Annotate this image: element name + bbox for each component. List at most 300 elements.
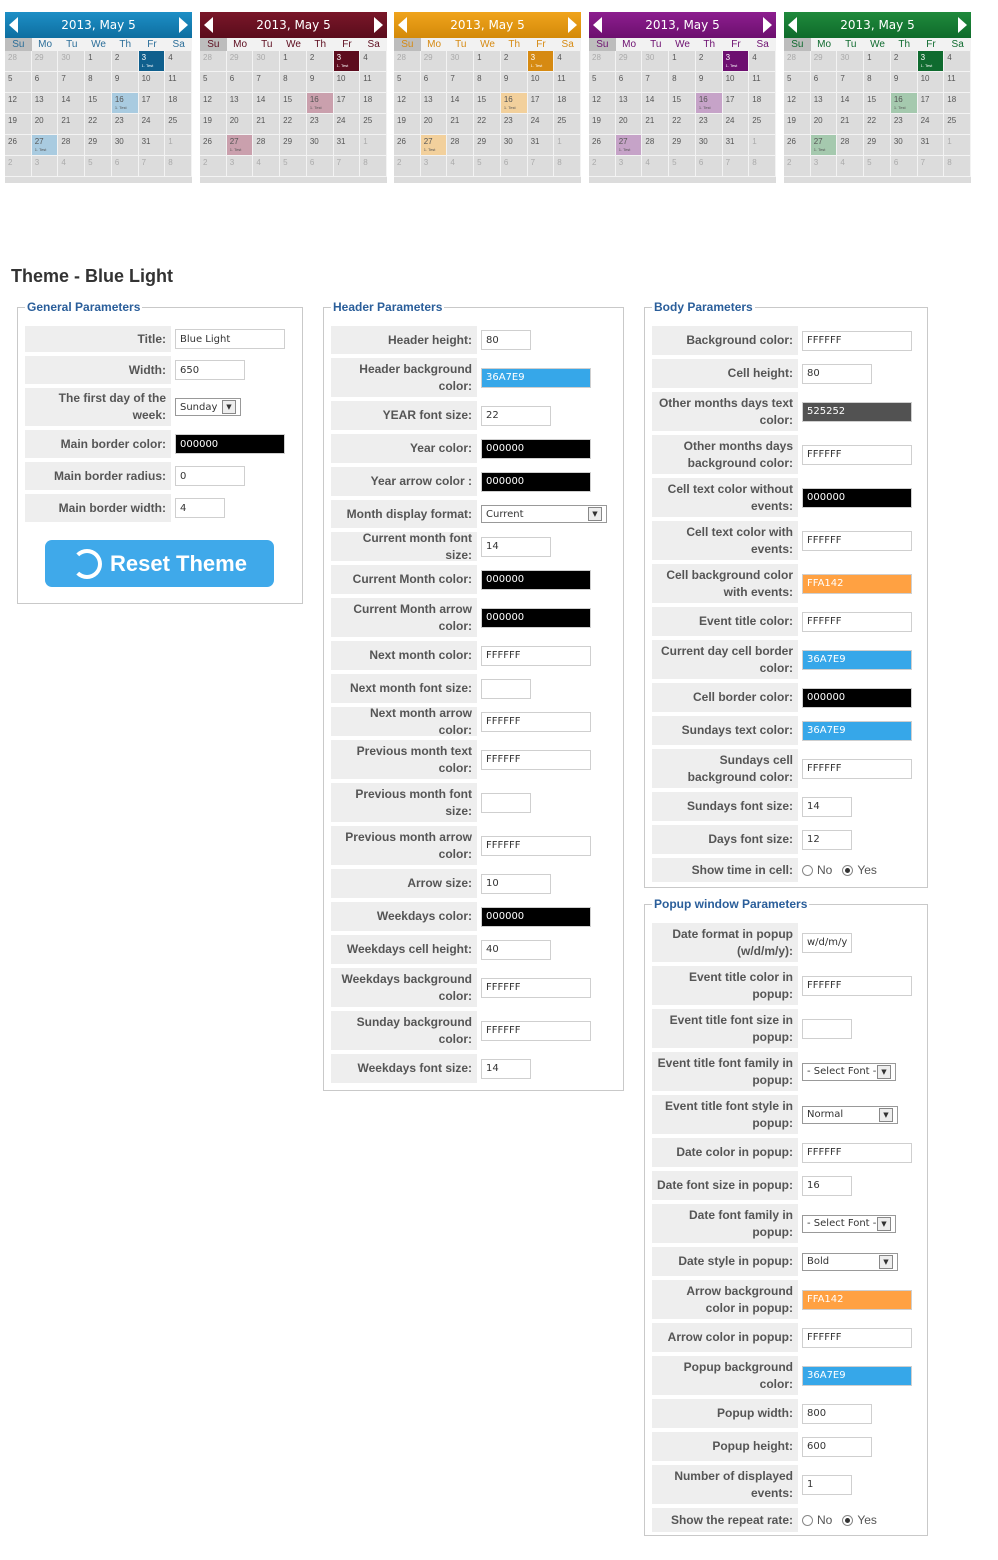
day-cell[interactable]: 21 (58, 114, 85, 135)
day-cell[interactable]: 5 (280, 156, 307, 177)
day-cell[interactable]: 22 (280, 114, 307, 135)
day-cell[interactable]: 7 (642, 72, 669, 93)
date-color-in-popup-color-input[interactable]: FFFFFF (802, 1143, 912, 1163)
day-cell[interactable]: 6 (32, 72, 59, 93)
other-months-days-text-color-label: Other months days text color: (652, 392, 798, 431)
day-cell[interactable]: 3 (811, 156, 838, 177)
day-cell[interactable]: 3 (421, 156, 448, 177)
day-cell[interactable]: 20 (32, 114, 59, 135)
day-cell[interactable]: 4 (165, 51, 192, 72)
day-cell[interactable]: 30 (696, 135, 723, 156)
day-cell[interactable]: 12 (200, 93, 227, 114)
day-cell[interactable]: 5 (200, 72, 227, 93)
day-cell[interactable]: 1 (669, 51, 696, 72)
day-cell[interactable]: 24 (139, 114, 166, 135)
day-cell[interactable]: 2 (784, 156, 811, 177)
popup-background-color-color-input[interactable]: 36A7E9 (802, 1366, 912, 1386)
date-style-in-popup-select[interactable] (802, 1253, 898, 1271)
cell-text-color-without-events-color-input[interactable]: 000000 (802, 488, 912, 508)
day-cell[interactable]: 16 1. Test (891, 93, 918, 114)
day-cell[interactable]: 7 (837, 72, 864, 93)
day-cell[interactable]: 6 (501, 156, 528, 177)
border-radius-input[interactable]: 0 (175, 466, 245, 486)
day-cell[interactable]: 18 (944, 93, 971, 114)
day-cell[interactable]: 4 (253, 156, 280, 177)
day-cell[interactable]: 7 (139, 156, 166, 177)
day-cell[interactable]: 14 (58, 93, 85, 114)
popup-width-input[interactable]: 800 (802, 1404, 872, 1424)
number-of-displayed-events-input[interactable]: 1 (802, 1475, 852, 1495)
day-cell[interactable]: 19 (589, 114, 616, 135)
event-title-font-size-in-popup-input[interactable] (802, 1019, 852, 1039)
arrow-right-icon[interactable] (763, 17, 772, 33)
border-width-input[interactable]: 4 (175, 498, 225, 518)
day-cell[interactable]: 29 (85, 135, 112, 156)
other-months-days-background-color-color-input[interactable]: FFFFFF (802, 445, 912, 465)
day-cell[interactable]: 5 (669, 156, 696, 177)
day-cell[interactable]: 18 (749, 93, 776, 114)
weekdays-cell-height-input[interactable]: 40 (481, 940, 551, 960)
day-cell[interactable]: 8 (944, 156, 971, 177)
day-cell[interactable]: 15 (280, 93, 307, 114)
day-cell[interactable]: 5 (474, 156, 501, 177)
event-title-color-color-input[interactable]: FFFFFF (802, 612, 912, 632)
day-cell[interactable]: 23 (891, 114, 918, 135)
day-cell[interactable]: 2 (501, 51, 528, 72)
day-cell[interactable]: 3 1. Test (334, 51, 361, 72)
day-cell[interactable]: 1 (165, 135, 192, 156)
day-cell[interactable]: 26 (784, 135, 811, 156)
day-cell[interactable]: 11 (554, 72, 581, 93)
day-cell[interactable]: 29 (864, 135, 891, 156)
day-cell[interactable]: 2 (307, 51, 334, 72)
day-cell[interactable]: 13 (811, 93, 838, 114)
arrow-right-icon[interactable] (374, 17, 383, 33)
reset-theme-button[interactable] (45, 540, 274, 587)
day-cell[interactable]: 26 (589, 135, 616, 156)
calendar-preview-1[interactable] (5, 12, 192, 183)
day-cell[interactable]: 14 (253, 93, 280, 114)
day-cell[interactable]: 30 (837, 51, 864, 72)
day-cell[interactable]: 11 (360, 72, 387, 93)
day-cell[interactable]: 7 (334, 156, 361, 177)
sundays-cell-background-color-color-input[interactable]: FFFFFF (802, 759, 912, 779)
day-cell[interactable]: 16 1. Test (696, 93, 723, 114)
arrow-right-icon[interactable] (179, 17, 188, 33)
cell-background-color-with-events-color-input[interactable]: FFA142 (802, 574, 912, 594)
day-cell[interactable]: 24 (528, 114, 555, 135)
day-cell[interactable]: 31 (918, 135, 945, 156)
year-arrow-color-color-input[interactable]: 000000 (481, 472, 591, 492)
cell-height-input[interactable]: 80 (802, 364, 872, 384)
calendar-preview-5[interactable] (784, 12, 971, 183)
background-color-color-input[interactable]: FFFFFF (802, 331, 912, 351)
other-months-days-text-color-color-input[interactable]: 525252 (802, 402, 912, 422)
day-cell[interactable]: 25 (944, 114, 971, 135)
cell-text-color-with-events-color-input[interactable]: FFFFFF (802, 531, 912, 551)
day-cell[interactable]: 22 (864, 114, 891, 135)
day-cell[interactable]: 1 (864, 51, 891, 72)
day-cell[interactable]: 8 (280, 72, 307, 93)
sundays-text-color-color-input[interactable]: 36A7E9 (802, 721, 912, 741)
day-cell[interactable]: 1 (554, 135, 581, 156)
day-cell[interactable]: 29 (474, 135, 501, 156)
day-cell[interactable]: 27 1. Test (616, 135, 643, 156)
day-cell[interactable]: 6 (421, 72, 448, 93)
day-cell[interactable]: 17 (334, 93, 361, 114)
day-cell[interactable]: 7 (58, 72, 85, 93)
days-font-size-input[interactable]: 12 (802, 830, 852, 850)
day-cell[interactable]: 21 (447, 114, 474, 135)
day-cell[interactable]: 1 (749, 135, 776, 156)
sunday-background-color-color-input[interactable]: FFFFFF (481, 1021, 591, 1041)
arrow-left-icon[interactable] (788, 17, 797, 33)
day-cell[interactable]: 31 (723, 135, 750, 156)
day-cell[interactable]: 20 (616, 114, 643, 135)
day-cell[interactable]: 29 (811, 51, 838, 72)
date-font-family-in-popup-select[interactable] (802, 1215, 896, 1233)
day-cell[interactable]: 24 (723, 114, 750, 135)
day-cell[interactable]: 11 (165, 72, 192, 93)
day-cell[interactable]: 17 (723, 93, 750, 114)
day-cell[interactable]: 18 (165, 93, 192, 114)
day-cell[interactable]: 16 1. Test (307, 93, 334, 114)
day-cell[interactable]: 30 (642, 51, 669, 72)
border-radius-row (25, 462, 295, 490)
day-cell[interactable]: 28 (394, 51, 421, 72)
radio-yes[interactable] (842, 1515, 853, 1526)
previous-month-arrow-color-color-input[interactable]: FFFFFF (481, 836, 591, 856)
day-cell[interactable]: 5 (85, 156, 112, 177)
day-cell[interactable]: 8 (165, 156, 192, 177)
event-title-color-in-popup-color-input[interactable]: FFFFFF (802, 976, 912, 996)
day-cell[interactable]: 19 (200, 114, 227, 135)
calendar-preview-2[interactable] (200, 12, 387, 183)
day-cell[interactable]: 7 (447, 72, 474, 93)
radio-yes[interactable] (842, 865, 853, 876)
day-cell[interactable]: 10 (334, 72, 361, 93)
day-cell[interactable]: 1 (85, 51, 112, 72)
day-cell[interactable]: 6 (616, 72, 643, 93)
day-cell[interactable]: 2 (5, 156, 32, 177)
previous-month-text-color-color-input[interactable]: FFFFFF (481, 750, 591, 770)
day-cell[interactable]: 1 (474, 51, 501, 72)
day-cell[interactable]: 8 (554, 156, 581, 177)
day-cell[interactable]: 23 (112, 114, 139, 135)
day-cell[interactable]: 25 (749, 114, 776, 135)
day-cell[interactable]: 4 (642, 156, 669, 177)
day-cell[interactable]: 5 (589, 72, 616, 93)
day-cell[interactable]: 12 (784, 93, 811, 114)
title-input[interactable]: Blue Light (175, 329, 285, 349)
day-cell[interactable]: 15 (85, 93, 112, 114)
day-cell[interactable]: 3 1. Test (723, 51, 750, 72)
day-cell[interactable]: 20 (227, 114, 254, 135)
day-cell[interactable]: 12 (394, 93, 421, 114)
day-cell[interactable]: 24 (918, 114, 945, 135)
day-cell[interactable]: 7 (723, 156, 750, 177)
day-cell[interactable]: 10 (918, 72, 945, 93)
day-cell[interactable]: 27 1. Test (32, 135, 59, 156)
day-cell[interactable]: 22 (474, 114, 501, 135)
day-cell[interactable]: 21 (642, 114, 669, 135)
day-cell[interactable]: 8 (864, 72, 891, 93)
day-cell[interactable]: 17 (528, 93, 555, 114)
day-cell[interactable]: 30 (501, 135, 528, 156)
day-cell[interactable]: 13 (32, 93, 59, 114)
day-cell[interactable]: 7 (918, 156, 945, 177)
day-cell[interactable]: 9 (696, 72, 723, 93)
day-cell[interactable]: 11 (944, 72, 971, 93)
day-cell[interactable]: 28 (837, 135, 864, 156)
event-title-font-style-in-popup-select[interactable] (802, 1106, 898, 1124)
day-cell[interactable]: 31 (528, 135, 555, 156)
arrow-background-color-in-popup-color-input[interactable]: FFA142 (802, 1290, 912, 1310)
day-cell[interactable]: 18 (554, 93, 581, 114)
width-input[interactable]: 650 (175, 360, 245, 380)
day-cell[interactable]: 22 (669, 114, 696, 135)
popup-height-input[interactable]: 600 (802, 1437, 872, 1457)
day-cell[interactable]: 30 (447, 51, 474, 72)
day-cell[interactable]: 23 (307, 114, 334, 135)
day-cell[interactable]: 12 (5, 93, 32, 114)
weekdays-font-size-input[interactable]: 14 (481, 1059, 531, 1079)
day-cell[interactable]: 2 (891, 51, 918, 72)
day-cell[interactable]: 30 (891, 135, 918, 156)
day-cell[interactable]: 1 (944, 135, 971, 156)
day-cell[interactable]: 30 (253, 51, 280, 72)
weekdays-background-color-color-input[interactable]: FFFFFF (481, 978, 591, 998)
radio-no[interactable] (802, 865, 813, 876)
day-cell[interactable]: 5 (5, 72, 32, 93)
day-cell[interactable]: 3 (32, 156, 59, 177)
cell-border-color-color-input[interactable]: 000000 (802, 688, 912, 708)
day-cell[interactable]: 6 (696, 156, 723, 177)
month-display-format-select[interactable] (481, 505, 607, 523)
arrow-left-icon[interactable] (204, 17, 213, 33)
day-cell[interactable]: 19 (394, 114, 421, 135)
day-cell[interactable]: 2 (394, 156, 421, 177)
event-title: 1. Test (423, 147, 436, 152)
arrow-right-icon[interactable] (568, 17, 577, 33)
day-cell[interactable]: 26 (5, 135, 32, 156)
day-cell[interactable]: 18 (360, 93, 387, 114)
date-style-in-popup-select-value: Bold (807, 1256, 830, 1267)
day-cell[interactable]: 23 (696, 114, 723, 135)
day-cell[interactable]: 9 (891, 72, 918, 93)
day-cell[interactable]: 29 (227, 51, 254, 72)
day-cell[interactable]: 1 (280, 51, 307, 72)
current-month-color-color-input[interactable]: 000000 (481, 570, 591, 590)
day-cell[interactable]: 4 (447, 156, 474, 177)
day-cell[interactable]: 6 (227, 72, 254, 93)
day-cell[interactable]: 28 (58, 135, 85, 156)
day-cell[interactable]: 25 (165, 114, 192, 135)
day-cell[interactable]: 15 (864, 93, 891, 114)
day-cell[interactable]: 10 (723, 72, 750, 93)
header-background-color-color-input[interactable]: 36A7E9 (481, 368, 591, 388)
year-font-size-input[interactable]: 22 (481, 406, 551, 426)
day-cell[interactable]: 22 (85, 114, 112, 135)
day-cell[interactable]: 7 (253, 72, 280, 93)
next-month-arrow-color-row (331, 707, 616, 736)
day-cell[interactable]: 4 (360, 51, 387, 72)
day-cell[interactable]: 30 (307, 135, 334, 156)
day-cell[interactable]: 28 (447, 135, 474, 156)
day-cell[interactable]: 27 1. Test (421, 135, 448, 156)
day-cell[interactable]: 6 (307, 156, 334, 177)
calendar-preview-3[interactable] (394, 12, 581, 183)
day-cell[interactable]: 31 (334, 135, 361, 156)
day-cell[interactable]: 29 (669, 135, 696, 156)
day-cell[interactable]: 4 (58, 156, 85, 177)
day-cell[interactable]: 2 (112, 51, 139, 72)
day-cell[interactable]: 9 (501, 72, 528, 93)
day-cell[interactable]: 24 (334, 114, 361, 135)
day-cell[interactable]: 28 (200, 51, 227, 72)
day-cell[interactable]: 16 1. Test (112, 93, 139, 114)
day-cell[interactable]: 3 (616, 156, 643, 177)
day-cell[interactable]: 7 (528, 156, 555, 177)
day-cell[interactable]: 15 (669, 93, 696, 114)
day-cell[interactable]: 13 (227, 93, 254, 114)
header-height-input[interactable]: 80 (481, 330, 531, 350)
day-cell[interactable]: 6 (891, 156, 918, 177)
day-cell[interactable]: 5 (784, 72, 811, 93)
radio-no[interactable] (802, 1515, 813, 1526)
previous-month-font-size-input[interactable] (481, 793, 531, 813)
day-cell[interactable]: 14 (642, 93, 669, 114)
current-month-font-size-row (331, 532, 616, 561)
day-cell[interactable]: 16 1. Test (501, 93, 528, 114)
day-cell[interactable]: 26 (394, 135, 421, 156)
arrow-left-icon[interactable] (593, 17, 602, 33)
next-month-arrow-color-color-input[interactable]: FFFFFF (481, 712, 591, 732)
day-cell[interactable]: 20 (811, 114, 838, 135)
day-cell[interactable]: 6 (112, 156, 139, 177)
day-cell[interactable]: 14 (447, 93, 474, 114)
day-cell[interactable]: 17 (918, 93, 945, 114)
date-font-size-in-popup-input[interactable]: 16 (802, 1176, 852, 1196)
day-cell[interactable]: 9 (112, 72, 139, 93)
day-cell[interactable]: 31 (139, 135, 166, 156)
day-cell[interactable]: 2 (200, 156, 227, 177)
arrow-left-icon[interactable] (9, 17, 18, 33)
weekdays-color-color-input[interactable]: 000000 (481, 907, 591, 927)
day-cell[interactable]: 2 (696, 51, 723, 72)
day-cell[interactable]: 8 (360, 156, 387, 177)
year-color-color-input[interactable]: 000000 (481, 439, 591, 459)
day-cell[interactable]: 11 (749, 72, 776, 93)
cell-background-color-with-events-label: Cell background color with events: (652, 564, 798, 603)
weekday-label: Fr (147, 39, 157, 50)
day-cell[interactable]: 4 (749, 51, 776, 72)
sundays-font-size-input[interactable]: 14 (802, 797, 852, 817)
day-cell[interactable]: 8 (749, 156, 776, 177)
day-cell[interactable]: 9 (307, 72, 334, 93)
event-title-font-family-in-popup-select[interactable] (802, 1063, 896, 1081)
day-cell[interactable]: 29 (280, 135, 307, 156)
day-cell[interactable]: 12 (589, 93, 616, 114)
weekday-label: Sa (756, 39, 769, 50)
arrow-color-in-popup-color-input[interactable]: FFFFFF (802, 1328, 912, 1348)
calendar-preview-4[interactable] (589, 12, 776, 183)
day-cell[interactable]: 3 (227, 156, 254, 177)
day-cell[interactable]: 13 (616, 93, 643, 114)
next-month-font-size-input[interactable] (481, 679, 531, 699)
day-cell[interactable]: 21 (253, 114, 280, 135)
day-cell[interactable]: 30 (112, 135, 139, 156)
day-cell[interactable]: 28 (784, 51, 811, 72)
day-cell[interactable]: 21 (837, 114, 864, 135)
border-color-input[interactable]: 000000 (175, 434, 285, 454)
day-cell[interactable]: 8 (474, 72, 501, 93)
day-cell[interactable]: 27 1. Test (811, 135, 838, 156)
current-day-cell-border-color-color-input[interactable]: 36A7E9 (802, 650, 912, 670)
day-cell[interactable]: 5 (394, 72, 421, 93)
day-cell[interactable]: 29 (616, 51, 643, 72)
day-cell[interactable]: 3 1. Test (528, 51, 555, 72)
day-cell[interactable]: 28 (253, 135, 280, 156)
day-cell[interactable]: 20 (421, 114, 448, 135)
day-cell[interactable]: 14 (837, 93, 864, 114)
current-month-font-size-input[interactable]: 14 (481, 537, 551, 557)
day-cell[interactable]: 1 (360, 135, 387, 156)
day-cell[interactable]: 29 (421, 51, 448, 72)
day-cell[interactable]: 2 (589, 156, 616, 177)
date-format-in-popup-w-d-m-y-input[interactable]: w/d/m/y (802, 933, 852, 953)
day-cell[interactable]: 8 (669, 72, 696, 93)
day-cell[interactable]: 4 (554, 51, 581, 72)
arrow-right-icon[interactable] (958, 17, 967, 33)
day-cell[interactable]: 29 (32, 51, 59, 72)
day-cell[interactable]: 10 (528, 72, 555, 93)
arrow-size-input[interactable]: 10 (481, 874, 551, 894)
day-cell[interactable]: 23 (501, 114, 528, 135)
day-cell[interactable]: 26 (200, 135, 227, 156)
day-cell[interactable]: 19 (784, 114, 811, 135)
page-title: Theme - Blue Light (11, 266, 173, 286)
day-cell[interactable]: 10 (139, 72, 166, 93)
day-cell[interactable]: 3 1. Test (139, 51, 166, 72)
day-cell[interactable]: 19 (5, 114, 32, 135)
day-cell[interactable]: 6 (811, 72, 838, 93)
day-cell[interactable]: 4 (944, 51, 971, 72)
day-cell[interactable]: 17 (139, 93, 166, 114)
day-cell[interactable]: 5 (864, 156, 891, 177)
day-cell[interactable]: 27 1. Test (227, 135, 254, 156)
current-month-arrow-color-color-input[interactable]: 000000 (481, 608, 591, 628)
day-cell[interactable]: 4 (837, 156, 864, 177)
day-cell[interactable]: 30 (58, 51, 85, 72)
day-cell[interactable]: 15 (474, 93, 501, 114)
day-cell[interactable]: 28 (642, 135, 669, 156)
width-row (25, 356, 295, 384)
calendar-date-label: 2013, May 5 (61, 18, 136, 32)
arrow-size-row (331, 869, 616, 898)
day-cell[interactable]: 28 (5, 51, 32, 72)
first-day-select[interactable] (175, 398, 241, 416)
day-cell[interactable]: 13 (421, 93, 448, 114)
next-month-color-color-input[interactable]: FFFFFF (481, 646, 591, 666)
day-cell[interactable]: 3 1. Test (918, 51, 945, 72)
day-cell[interactable]: 28 (589, 51, 616, 72)
day-cell[interactable]: 25 (360, 114, 387, 135)
day-cell[interactable]: 8 (85, 72, 112, 93)
arrow-left-icon[interactable] (398, 17, 407, 33)
popup-height-row (652, 1432, 920, 1461)
day-cell[interactable]: 25 (554, 114, 581, 135)
